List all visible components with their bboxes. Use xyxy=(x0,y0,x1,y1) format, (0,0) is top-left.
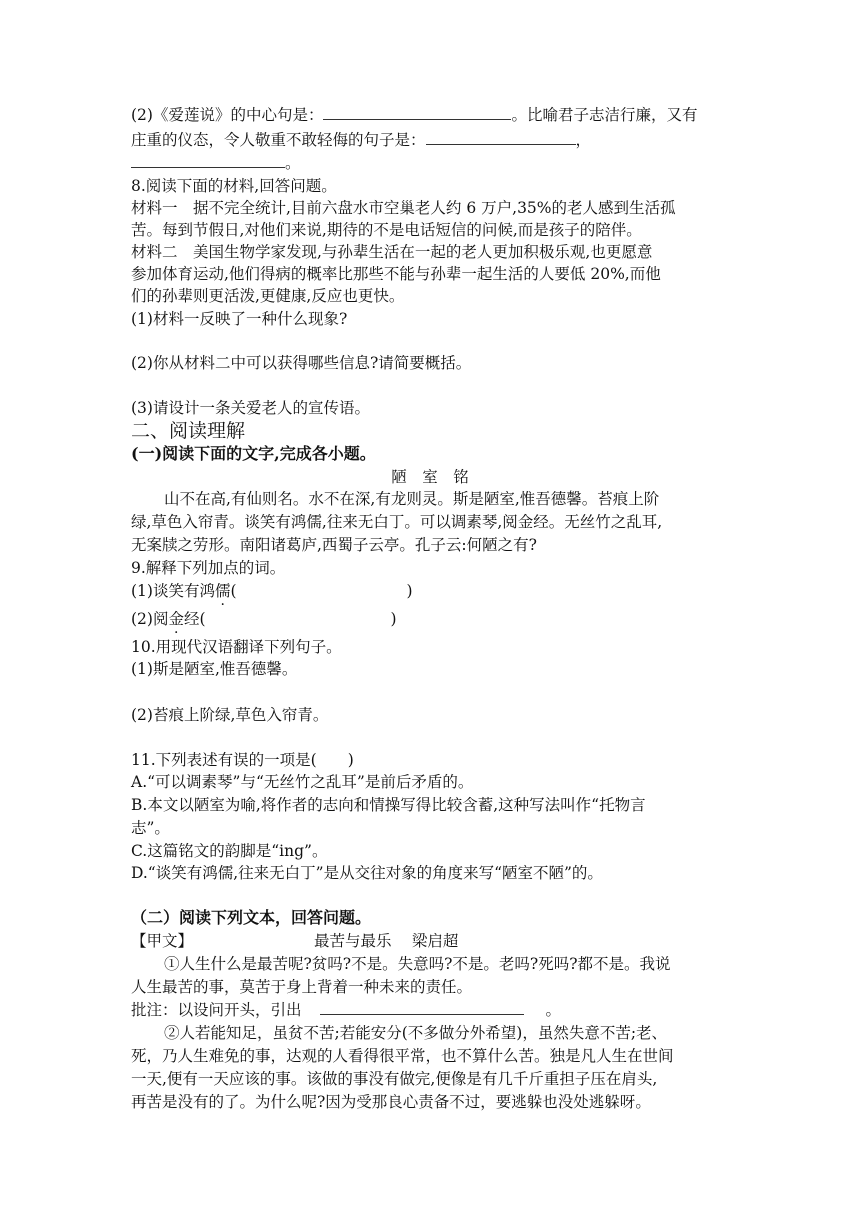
poem-title: 陋 室 铭 xyxy=(391,468,469,486)
essay-line: 死，乃人生难免的事，达观的人看得很平常，也不算什么苦。独是凡人生在世间 xyxy=(131,1047,674,1065)
text: 批注：以设问开头，引出 xyxy=(131,1001,302,1019)
text: ) xyxy=(390,610,397,628)
option-d: D.“谈笑有鸿儒,往来无白丁”是从交往对象的角度来写“陋室不陋”的。 xyxy=(131,864,603,882)
annotation-line xyxy=(131,999,561,1021)
text: (1)谈笑有鸿 xyxy=(131,582,215,600)
passage-line: 无案牍之劳形。南阳诸葛庐,西蜀子云亭。孔子云:何陋之有? xyxy=(131,536,537,554)
question-9: 9.解释下列加点的词。 xyxy=(131,559,286,577)
option-c: C.这篇铭文的韵脚是“ing”。 xyxy=(131,842,328,860)
material-2-line3: 们的孙辈则更活泼,更健康,反应也更快。 xyxy=(131,287,405,305)
question-8: 8.阅读下面的材料,回答问题。 xyxy=(131,177,337,195)
question-10: 10.用现代汉语翻译下列句子。 xyxy=(131,638,342,656)
subsection-heading-1: (一)阅读下面的文字,完成各小题。 xyxy=(131,444,376,463)
section-heading: 二、阅读理解 xyxy=(131,420,246,442)
question-8-2: (2)你从材料二中可以获得哪些信息?请简要概括。 xyxy=(131,354,472,372)
text: ( xyxy=(230,582,237,600)
passage-line: 绿,草色入帘青。谈笑有鸿儒,往来无白丁。可以调素琴,阅金经。无丝竹之乱耳, xyxy=(131,513,663,531)
passage-line: 山不在高,有仙则名。水不在深,有龙则灵。斯是陋室,惟吾德馨。苔痕上阶 xyxy=(164,490,660,508)
text: 。 xyxy=(545,1001,562,1019)
option-b-line1: B.本文以陋室为喻,将作者的志向和情操写得比较含蓄,这种写法叫作“托物言 xyxy=(131,796,646,814)
q7-2-line3 xyxy=(131,152,301,174)
essay-line: 一天,便有一天应该的事。该做的事没有做完,便像是有几千斤重担子压在肩头, xyxy=(131,1070,658,1088)
text: (2)阅 xyxy=(131,610,169,628)
material-2-line1: 材料二 美国生物学家发现,与孙辈生活在一起的老人更加积极乐观,也更愿意 xyxy=(131,243,653,261)
text-a-label: 【甲文】 xyxy=(131,932,194,950)
option-a: A.“可以调素琴”与“无丝竹之乱耳”是前后矛盾的。 xyxy=(131,773,474,791)
q7-2-line2 xyxy=(131,129,591,151)
dotted-character: 儒 xyxy=(214,582,231,600)
text: 。比喻君子志洁行廉，又有 xyxy=(511,106,698,124)
text: ) xyxy=(406,582,413,600)
essay-line: 再苦是没有的了。为什么呢?因为受那良心责备不过，要逃躲也没处逃躲呀。 xyxy=(131,1093,651,1111)
answer-blank[interactable] xyxy=(323,104,511,120)
text: 。 xyxy=(285,154,301,172)
answer-blank[interactable] xyxy=(426,129,576,145)
material-1-line1: 材料一 据不完全统计,目前六盘水市空巢老人约 6 万户,35%的老人感到生活孤 xyxy=(131,199,676,217)
answer-blank[interactable] xyxy=(131,152,285,168)
essay-line: 人生最苦的事，莫苦于身上背着一种未来的责任。 xyxy=(131,978,473,996)
text: ， xyxy=(575,131,592,149)
text: (2)《爱莲说》的中心句是： xyxy=(131,106,324,124)
question-9-1 xyxy=(131,580,413,602)
essay-title: 最苦与最乐 梁启超 xyxy=(314,932,459,950)
text: 经( xyxy=(183,610,206,628)
q7-2-line1 xyxy=(131,104,697,126)
question-9-2 xyxy=(131,608,397,630)
option-b-line2: 志”。 xyxy=(131,819,170,837)
dotted-character: 金 xyxy=(168,610,184,628)
question-8-1: (1)材料一反映了一种什么现象? xyxy=(131,310,348,328)
essay-line: ②人若能知足，虽贫不苦;若能安分(不多做分外希望)，虽然失意不苦;老、 xyxy=(164,1024,668,1042)
question-10-2: (2)苔痕上阶绿,草色入帘青。 xyxy=(131,706,329,724)
question-10-1: (1)斯是陋室,惟吾德馨。 xyxy=(131,660,298,678)
answer-blank[interactable] xyxy=(320,999,524,1015)
subsection-heading-2: （二）阅读下列文本，回答问题。 xyxy=(131,908,372,927)
essay-line: ①人生什么是最苦呢?贫吗?不是。失意吗?不是。老吗?死吗?都不是。我说 xyxy=(164,955,671,973)
question-11: 11.下列表述有误的一项是( ) xyxy=(131,751,354,769)
material-2-line2: 参加体育运动,他们得病的概率比那些不能与孙辈一起生活的人要低 20%,而他 xyxy=(131,265,661,283)
question-8-3: (3)请设计一条关爱老人的宣传语。 xyxy=(131,399,370,417)
text: 庄重的仪态，令人敬重不敢轻侮的句子是： xyxy=(131,131,426,149)
material-1-line2: 苦。每到节假日,对他们来说,期待的不是电话短信的问候,而是孩子的陪伴。 xyxy=(131,221,642,239)
